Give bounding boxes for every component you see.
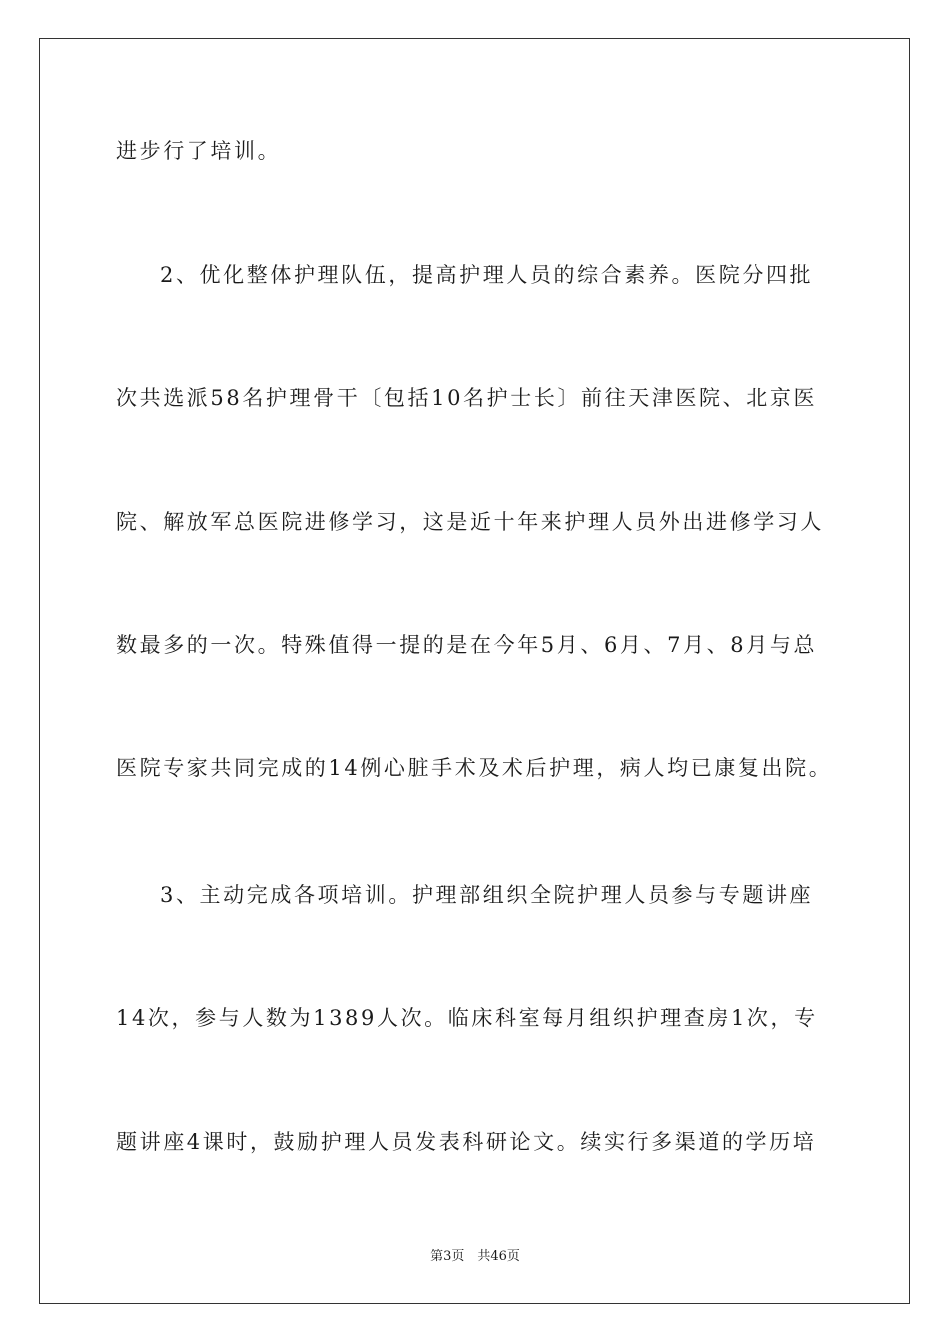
text-line-4: 院、解放军总医院进修学习，这是近十年来护理人员外出进修学习人 (116, 510, 824, 534)
text-line-2: 2、优化整体护理队伍，提高护理人员的综合素养。医院分四批 (160, 263, 814, 287)
text-line-9: 题讲座4课时，鼓励护理人员发表科研论文。续实行多渠道的学历培 (116, 1130, 817, 1154)
text-line-6: 医院专家共同完成的14例心脏手术及术后护理，病人均已康复出院。 (116, 756, 833, 780)
page-footer: 第3页 共46页 (430, 1249, 520, 1264)
page-border (39, 38, 910, 1304)
text-line-7: 3、主动完成各项培训。护理部组织全院护理人员参与专题讲座 (160, 883, 814, 907)
text-line-8: 14次，参与人数为1389人次。临床科室每月组织护理查房1次，专 (116, 1006, 818, 1030)
text-line-1: 进步行了培训。 (116, 139, 282, 163)
text-line-3: 次共选派58名护理骨干〔包括10名护士长〕前往天津医院、北京医 (116, 386, 818, 410)
text-line-5: 数最多的一次。特殊值得一提的是在今年5月、6月、7月、8月与总 (116, 633, 818, 657)
